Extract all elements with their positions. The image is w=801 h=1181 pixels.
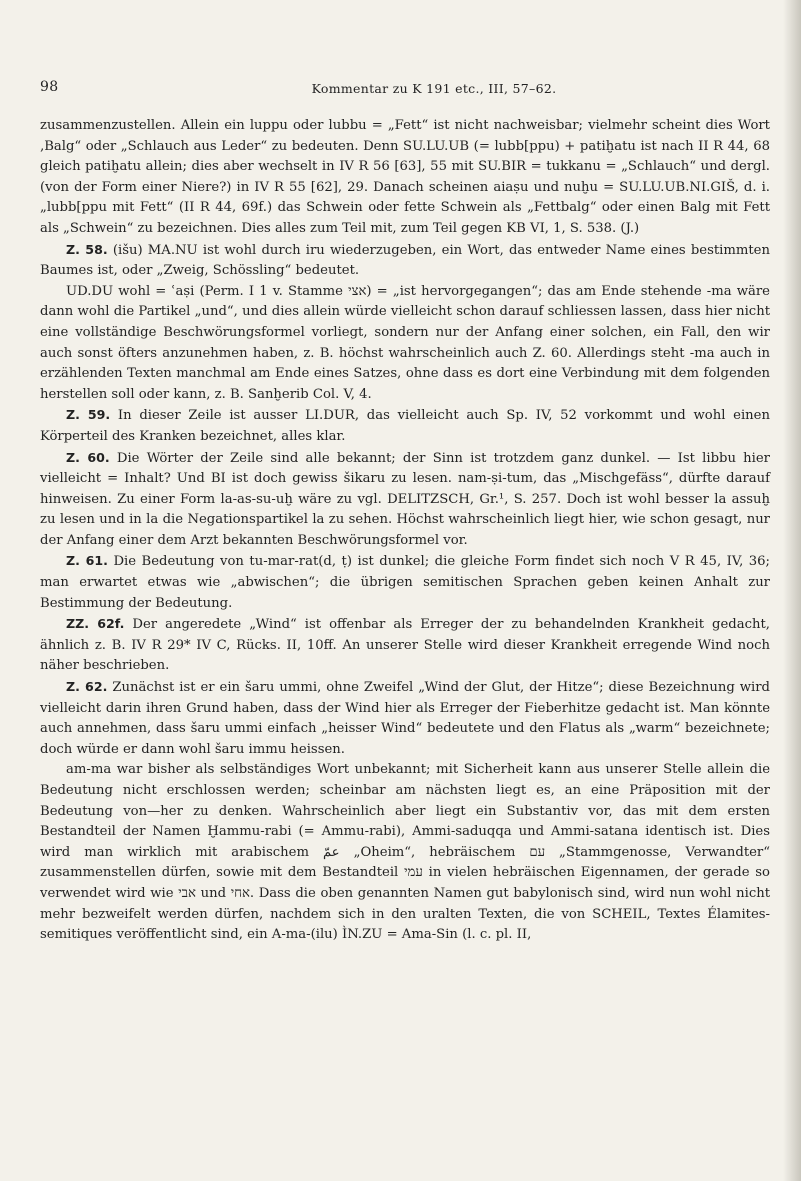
running-title: Kommentar zu K 191 etc., III, 57–62.: [311, 81, 557, 96]
line-reference-heading: Z. 61.: [66, 553, 108, 569]
paragraph: [40, 240, 770, 282]
paragraph-text: zusammenzustellen. Allein ein luppu oder lubbu = „Fett“ ist nicht nachweisbar; vielmehr scheint dies Wort ‚Balg“ oder „Schlauch aus Leder“ zu bedeuten. Denn SU.LU.UB (= lubb[ppu) + patiḫatu ist nach II R 44, 68 gleich patiḫatu allein; dies aber wechselt in IV R 56 [63], 55 mit SU.BIR = tukkanu = „Schlauch“ und dergl. (von der Form einer Niere?) in IV R 55 [62], 29. Danach scheinen aiaṣu und nuḫu = SU.LU.UB.NI.GIŠ, d. i. „lubb[ppu mit Fett“ (II R 44, 69f.) das Schwein oder fette Schwein als „Fettbalg“ oder einen Balg mit Fett als „Schwein“ zu bezeichnen. Dies alles zum Teil mit, zum Teil gegen KB VI, 1, S. 538. (J.): [40, 118, 770, 236]
paragraph: [40, 282, 770, 406]
paragraph-text: Die Bedeutung von tu-mar-rat(d, ṭ) ist dunkel; die gleiche Form findet sich noch V R 45, IV, 36; man erwartet etwas wie „abwischen“; die übrigen semitischen Sprachen geben keinen Anhalt zur Bestimmung der Bedeutung.: [40, 554, 770, 611]
paragraph: [40, 760, 770, 945]
paragraph: [40, 116, 770, 240]
paragraph-text: UD.DU wohl = ʿaṣi (Perm. I 1 v. Stamme אצי) = „ist hervorgegangen“; das am Ende stehende -ma wäre dann wohl die Partikel „und“, und dies allein würde vielleicht schon darauf schliessen lassen, dass hier nicht eine vollständige Beschwörungsformel vorliegt, sondern nur der Anfang einer solchen, ein Fall, den wir auch sonst öfters anzunehmen haben, z. B. höchst wahrscheinlich auch Z. 60. Allerdings steht -ma auch in erzählenden Texten manchmal am Ende eines Satzes, ohne dass es dort eine Verbindung mit dem folgenden herstellen soll oder kann, z. B. Sanḫerib Col. V, 4.: [40, 283, 770, 402]
running-header: [40, 79, 768, 101]
paragraph-text: (išu) MA.NU ist wohl durch iru wiederzugeben, ein Wort, das entweder Name eines bestimmten Baumes ist, oder „Zweig, Schössling“ bedeutet.: [40, 242, 770, 279]
paragraph-text: am-ma war bisher als selbständiges Wort unbekannt; mit Sicherheit kann aus unserer Stelle allein die Bedeutung nicht erschlossen werden; scheinbar am nächsten liegt es, an eine Präposition mit der Bedeutung von—her zu denken. Wahrscheinlich aber liegt ein Substantiv vor, das mit dem ersten Bestandteil der Namen Ḫammu-rabi (= Ammu-rabi), Ammi-saduqqa und Ammi-satana identisch ist. Dies wird man wirklich mit arabischem عمّ „Oheim“, hebräischem עם „Stammgenosse, Verwandter“ zusammenstellen dürfen, sowie mit dem Bestandteil עמי in vielen hebräischen Eigennamen, der gerade so verwendet wird wie אבי und אחי. Dass die oben genannten Namen gut babylonisch sind, wird nun wohl nicht mehr bezweifelt werden dürfen, nachdem sich in den uralten Texten, die von SCHEIL, Textes Élamites-semitiques veröffentlicht sind, ein A-ma-(ilu) ÌN.ZU = Ama-Sin (l. c. pl. II,: [40, 762, 771, 943]
paragraph: [40, 614, 770, 677]
paragraph: [40, 677, 770, 760]
paragraph-text: Zunächst ist er ein šaru ummi, ohne Zweifel „Wind der Glut, der Hitze“; diese Bezeichnung wird vielleicht darin ihren Grund haben, dass der Wind hier als Erreger der Fieberhitze gedacht ist. Man könnte auch annehmen, dass šaru ummi einfach „heisser Wind“ bedeutete und den Flatus als „warm“ bezeichnete; doch würde er dann wohl šaru immu heissen.: [40, 680, 770, 757]
paragraph: [40, 551, 770, 614]
paragraph: [40, 448, 770, 552]
line-reference-heading: Z. 60.: [66, 449, 110, 465]
page-edge-shadow: [783, 0, 801, 1181]
line-reference-heading: ZZ. 62f.: [66, 616, 125, 632]
page-number: 98: [40, 79, 59, 95]
line-reference-heading: Z. 59.: [66, 407, 111, 423]
commentary-body: [40, 116, 770, 946]
paragraph-text: Der angeredete „Wind“ ist offenbar als Erreger der zu behandelnden Krankheit gedacht, ähnlich z. B. IV R 29* IV C, Rücks. II, 10ff. An unserer Stelle wird dieser Krankheit erregende Wind noch näher beschrieben.: [40, 617, 770, 674]
line-reference-heading: Z. 62.: [66, 679, 108, 695]
paragraph-text: In dieser Zeile ist ausser LI.DUR, das vielleicht auch Sp. IV, 52 vorkommt und wohl einen Körperteil des Kranken bezeichnet, alles klar.: [40, 408, 770, 444]
paragraph: [40, 405, 770, 447]
paragraph-text: Die Wörter der Zeile sind alle bekannt; der Sinn ist trotzdem ganz dunkel. — Ist libbu hier vielleicht = Inhalt? Und BI ist doch gewiss šikaru zu lesen. nam-ṣi-tum, das „Mischgefäss“, dürfte darauf hinweisen. Zu einer Form la-as-su-uḫ wäre zu vgl. DELITZSCH, Gr.¹, S. 257. Doch ist wohl besser la assuḫ zu lesen und in la die Negationspartikel la zu sehen. Höchst wahrscheinlich liegt hier, wie schon gesagt, nur der Anfang einer dem Arzt bekannten Beschwörungsformel vor.: [40, 450, 770, 548]
line-reference-heading: Z. 58.: [66, 241, 108, 257]
